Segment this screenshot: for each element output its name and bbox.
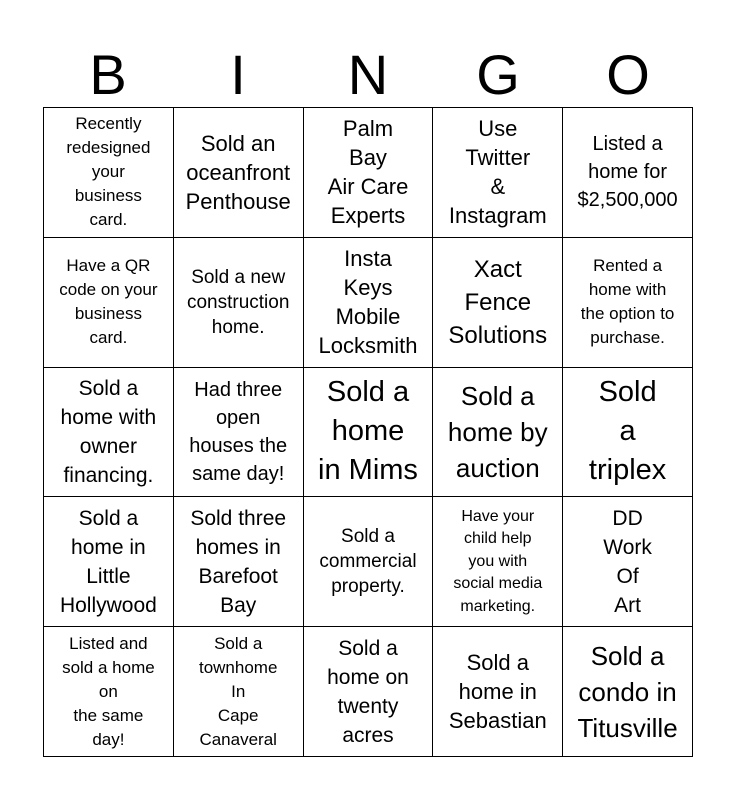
cell-text: Sold a commercial property.	[319, 526, 417, 598]
bingo-cell[interactable]	[563, 627, 693, 757]
bingo-cell[interactable]	[433, 108, 563, 238]
bingo-cell[interactable]	[304, 368, 434, 498]
cell-text: DD Work Of Art	[603, 506, 652, 617]
bingo-cell[interactable]	[44, 368, 174, 498]
cell-text: Had three open houses the same day!	[189, 378, 288, 485]
cell-text: Sold a home on twenty acres	[327, 636, 409, 747]
cell-text: Rented a home with the option to purchase.	[580, 256, 675, 348]
header-letter-o: O	[606, 43, 650, 106]
cell-text: Have a QR code on your business card.	[59, 256, 158, 348]
cell-text: Insta Keys Mobile Locksmith	[318, 246, 418, 359]
cell-text: Palm Bay Air Care Experts	[327, 116, 409, 229]
cell-text: Sold a home by auction	[447, 380, 548, 483]
bingo-cell[interactable]	[44, 238, 174, 368]
bingo-cell[interactable]	[304, 497, 434, 627]
bingo-cell[interactable]	[563, 368, 693, 498]
bingo-cell[interactable]	[174, 627, 304, 757]
cell-text: Recently redesigned your business card.	[66, 114, 151, 230]
cell-text: Sold an oceanfront Penthouse	[185, 130, 291, 214]
cell-text: Listed a home for $2,500,000	[577, 133, 678, 212]
bingo-cell[interactable]	[433, 497, 563, 627]
cell-text: Have your child help you with social media marketing.	[453, 507, 543, 615]
cell-text: Listed and sold a home on the same day!	[62, 633, 155, 749]
cell-text: Sold a home with owner financing.	[60, 376, 157, 487]
cell-text: Sold a home in Sebastian	[448, 650, 547, 734]
bingo-cell[interactable]	[433, 238, 563, 368]
bingo-cell[interactable]	[304, 627, 434, 757]
header-letter-b: B	[89, 43, 127, 106]
bingo-cell[interactable]	[44, 627, 174, 757]
bingo-cell[interactable]	[44, 108, 174, 238]
bingo-cell[interactable]	[433, 627, 563, 757]
bingo-cell[interactable]	[44, 497, 174, 627]
cell-text: Sold a townhome In Cape Canaveral	[198, 633, 278, 749]
header-letter-i: I	[230, 43, 246, 106]
bingo-cell[interactable]	[174, 108, 304, 238]
bingo-cell[interactable]	[304, 238, 434, 368]
bingo-cell[interactable]	[433, 368, 563, 498]
cell-text: Sold a home in Little Hollywood	[59, 506, 157, 617]
bingo-header	[43, 44, 693, 106]
cell-text: Sold a triplex	[588, 376, 667, 487]
bingo-cell[interactable]	[304, 108, 434, 238]
bingo-board	[43, 107, 693, 757]
bingo-cell[interactable]	[174, 497, 304, 627]
cell-text: Xact Fence Solutions	[448, 255, 548, 349]
header-letter-g: G	[476, 43, 520, 106]
cell-text: Sold a new construction home.	[186, 266, 290, 338]
cell-text: Use Twitter & Instagram	[448, 116, 547, 229]
bingo-cell[interactable]	[563, 108, 693, 238]
cell-text: Sold a condo in Titusville	[577, 640, 678, 743]
bingo-cell[interactable]	[563, 497, 693, 627]
bingo-cell[interactable]	[174, 368, 304, 498]
cell-text: Sold a home in Mims	[318, 376, 418, 487]
header-letter-n: N	[347, 43, 389, 106]
cell-text: Sold three homes in Barefoot Bay	[190, 506, 287, 617]
bingo-cell[interactable]	[563, 238, 693, 368]
bingo-cell[interactable]	[174, 238, 304, 368]
